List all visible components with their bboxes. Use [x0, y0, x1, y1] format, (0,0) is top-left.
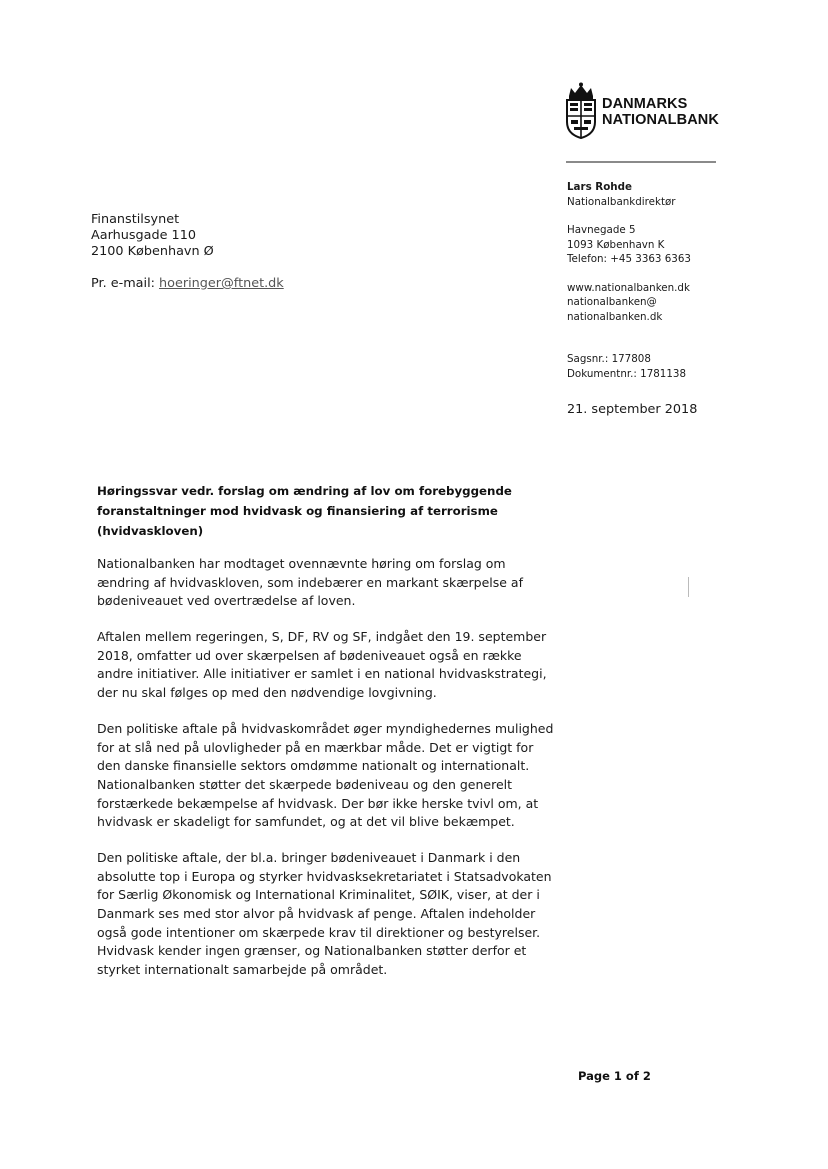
- case-number: Sagsnr.: 177808: [567, 353, 651, 365]
- sender-name: Lars Rohde: [567, 181, 632, 193]
- body-paragraph: Den politiske aftale på hvidvaskområdet øger myndighedernes mulighed for at slå ned på ulovligheder på en mærkbar måde. Det er vigtigt for den danske finansielle sektors omdømme nationalt og internationalt. Nationalbanken støtter det skærpede bødeniveau og den generelt forstærkede bekæmpelse af hvidvask. Der bør ikke herske tvivl om, at hvidvask er skadeligt for samfundet, og at det vil blive bekæmpet.: [97, 721, 554, 830]
- letter-date: 21. september 2018: [567, 402, 698, 417]
- logo-line-2: NATIONALBANK: [602, 112, 719, 128]
- sender-email-part-1[interactable]: nationalbanken@: [567, 296, 657, 308]
- logo-line-1: DANMARKS: [602, 96, 688, 112]
- sender-address-street: Havnegade 5: [567, 224, 636, 236]
- coat-of-arms-icon: [564, 82, 598, 140]
- body-paragraph: Aftalen mellem regeringen, S, DF, RV og SF, indgået den 19. september 2018, omfatter ud over skærpelsen af bødeniveauet også en række andre initiativer. Alle initiativer er samlet i en national hvidvaskstrategi, der nu skal følges op med den nødvendige lovgivning.: [97, 629, 547, 701]
- sender-phone: Telefon: +45 3363 6363: [567, 253, 691, 265]
- document-number: Dokumentnr.: 1781138: [567, 367, 687, 380]
- sender-website[interactable]: www.nationalbanken.dk: [567, 281, 690, 294]
- email-label: Pr. e-mail:: [91, 276, 160, 291]
- sender-email-part-2[interactable]: nationalbanken.dk: [567, 310, 663, 323]
- sender-block: [567, 180, 691, 381]
- letterhead-divider: [566, 161, 716, 163]
- recipient-street: Aarhusgade 110: [91, 228, 196, 243]
- recipient-name: Finanstilsynet: [91, 212, 180, 227]
- body-paragraph: Nationalbanken har modtaget ovennævnte høring om forslag om ændring af hvidvaskloven, som indebærer en markant skærpelse af bødeniveauet ved overtrædelse af loven.: [97, 556, 523, 609]
- recipient-email-line: [91, 276, 284, 291]
- recipient-city: 2100 København Ø: [91, 244, 214, 259]
- recipient-address: [91, 212, 214, 260]
- page-number: Page 1 of 2: [578, 1069, 651, 1083]
- recipient-email-link[interactable]: hoeringer@ftnet.dk: [159, 276, 284, 291]
- sender-title: Nationalbankdirektør: [567, 195, 676, 208]
- sender-address-city: 1093 København K: [567, 238, 665, 251]
- nationalbank-logo: [564, 82, 724, 140]
- letter-body: [97, 555, 557, 997]
- scan-mark: [688, 577, 689, 597]
- letter-subject: Høringssvar vedr. forslag om ændring af lov om forebyggende foranstaltninger mod hvidvask og finansiering af terrorisme (hvidvaskloven): [97, 484, 512, 538]
- body-paragraph: Den politiske aftale, der bl.a. bringer bødeniveauet i Danmark i den absolutte top i Europa og styrker hvidvasksekretariatet i Statsadvokaten for Særlig Økonomisk og International Kriminalitet, SØIK, viser, at der i Danmark ses med stor alvor på hvidvask af penge. Aftalen indeholder også gode intentioner om skærpede krav til direktioner og bestyrelser. Hvidvask kender ingen grænser, og Nationalbanken støtter derfor et styrket internationalt samarbejde på området.: [97, 850, 552, 977]
